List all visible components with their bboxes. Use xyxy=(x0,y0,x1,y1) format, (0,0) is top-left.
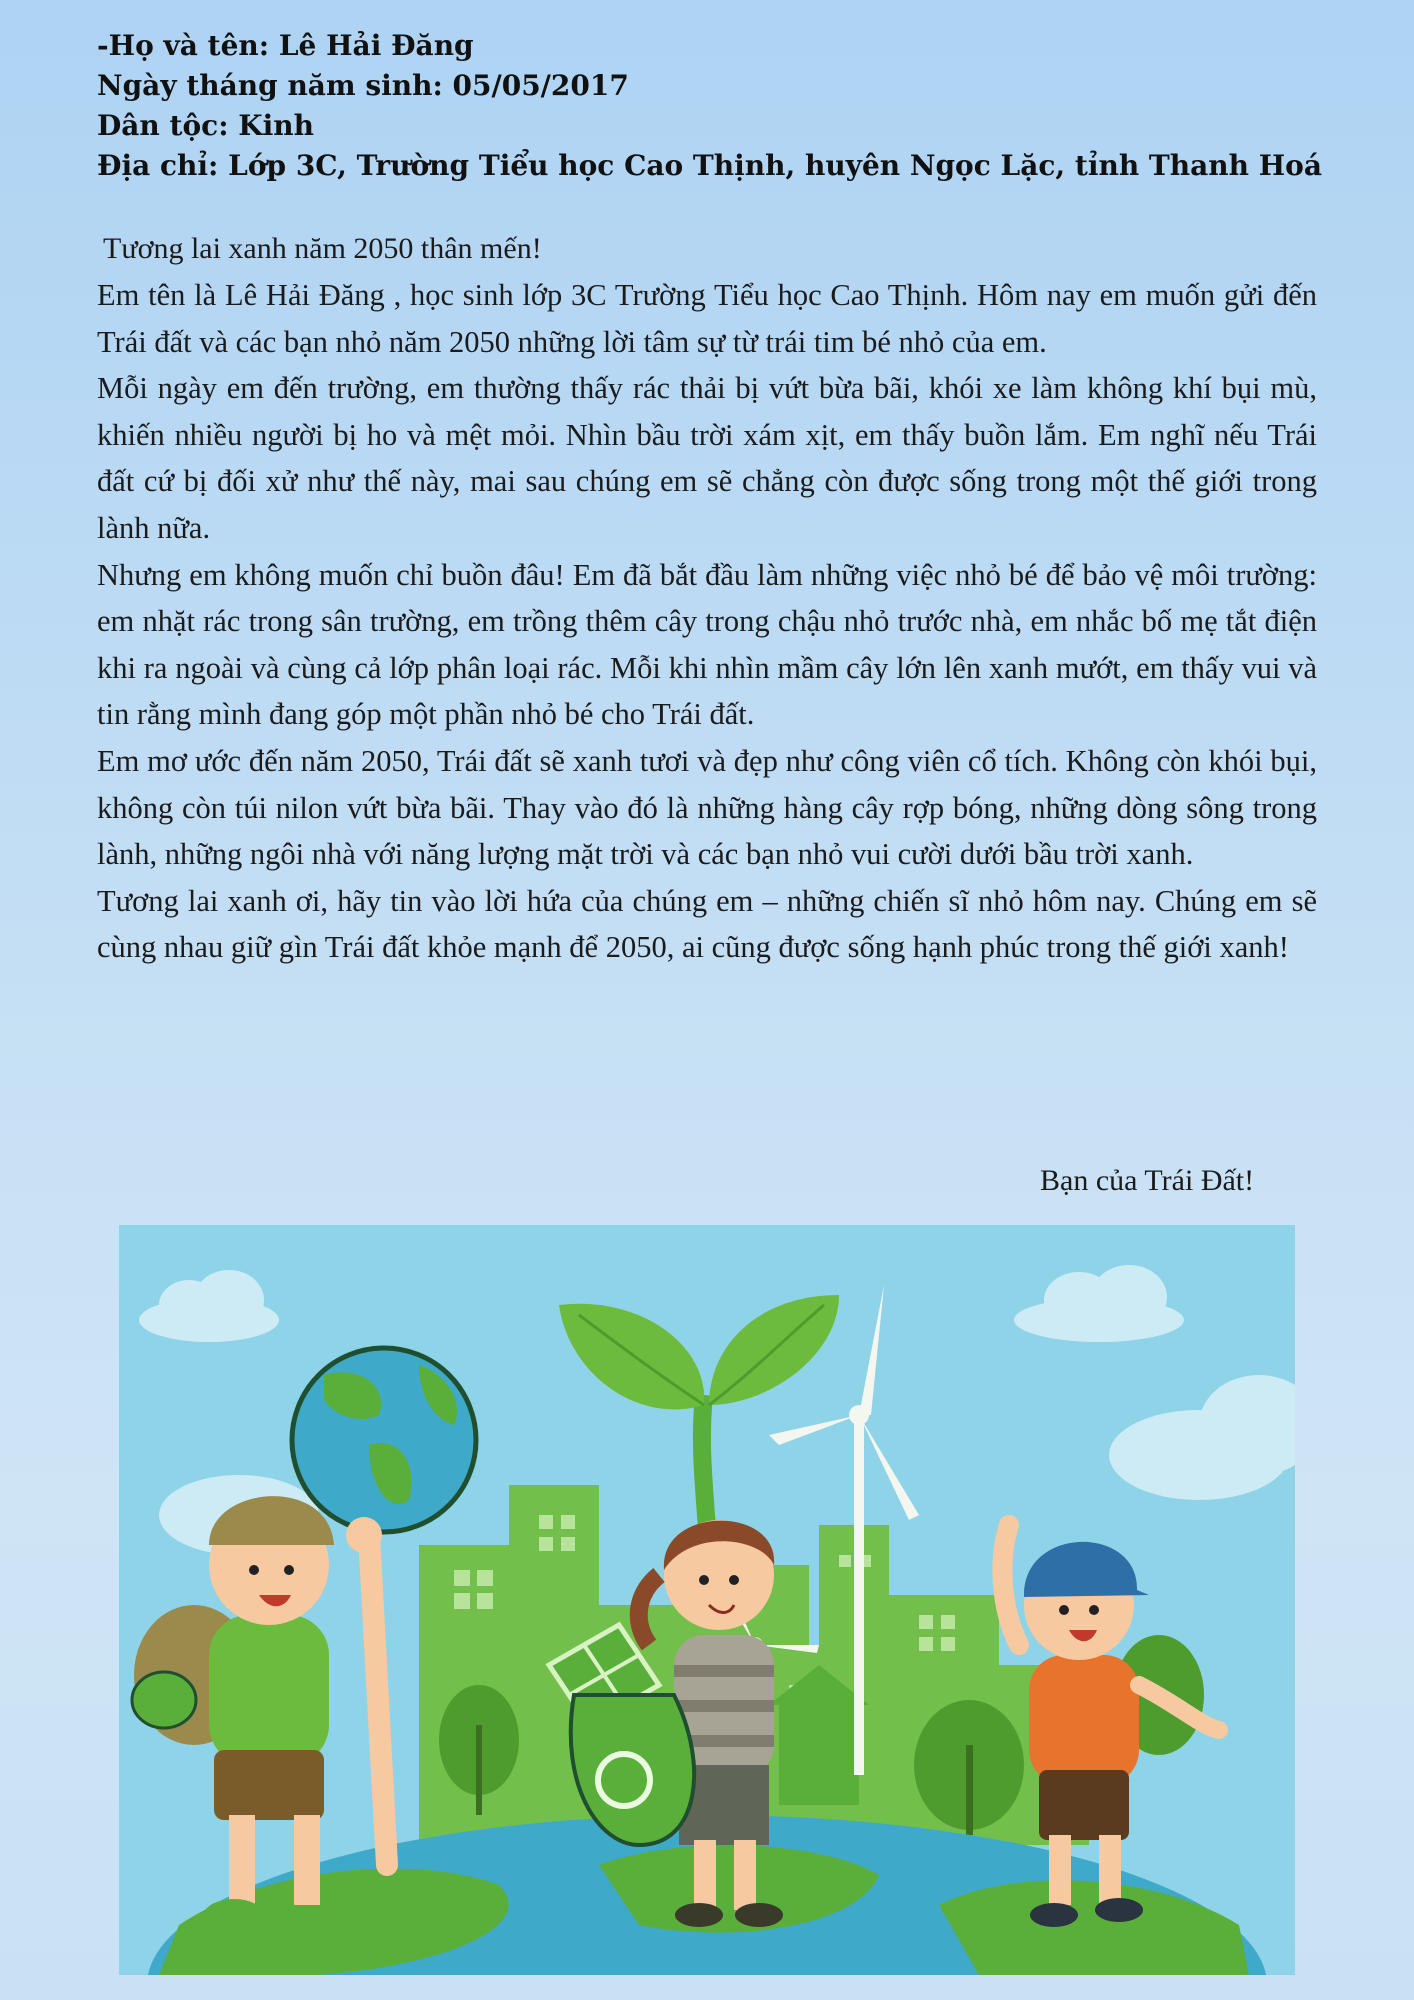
green-future-illustration xyxy=(119,1225,1295,1975)
letter-signoff: Bạn của Trái Đất! xyxy=(1040,1164,1255,1197)
letter-body xyxy=(97,226,1317,971)
letter-paragraph: Nhưng em không muốn chỉ buồn đâu! Em đã bắt đầu làm những việc nhỏ bé để bảo vệ môi trường: em nhặt rác trong sân trường, em trồng thêm cây trong chậu nhỏ trước nhà, em nhắc bố mẹ tắt điện khi ra ngoài và cùng cả lớp phân loại rác. Mỗi khi nhìn mầm cây lớn lên xanh mướt, em thấy vui và tin rằng mình đang góp một phần nhỏ bé cho Trái đất. xyxy=(97,557,1317,732)
dob-line: Ngày tháng năm sinh: 05/05/2017 xyxy=(97,69,629,102)
recycle-icon xyxy=(132,1672,196,1728)
letter-paragraph: Tương lai xanh ơi, hãy tin vào lời hứa của chúng em – những chiến sĩ nhỏ hôm nay. Chúng em sẽ cùng nhau giữ gìn Trái đất khỏe mạnh để 2050, ai cũng được sống hạnh phúc trong thế giới xanh! xyxy=(97,883,1317,965)
address-line: Địa chỉ: Lớp 3C, Trường Tiểu học Cao Thịnh, huyên Ngọc Lặc, tỉnh Thanh Hoá xyxy=(97,149,1322,182)
earth-globe-icon xyxy=(292,1348,476,1532)
letter-paragraph: Mỗi ngày em đến trường, em thường thấy rác thải bị vứt bừa bãi, khói xe làm không khí bụi mù, khiến nhiều người bị ho và mệt mỏi. Nhìn bầu trời xám xịt, em thấy buồn lắm. Em nghĩ nếu Trái đất cứ bị đối xử như thế này, mai sau chúng em sẽ chẳng còn được sống trong một thế giới trong lành nữa. xyxy=(97,371,1317,545)
illustration-scene xyxy=(119,1225,1295,1975)
letter-paragraph: Em mơ ước đến năm 2050, Trái đất sẽ xanh tươi và đẹp như công viên cổ tích. Không còn khói bụi, không còn túi nilon vứt bừa bãi. Thay vào đó là những hàng cây rợp bóng, những dòng sông trong lành, những ngôi nhà với năng lượng mặt trời và các bạn nhỏ vui cười dưới bầu trời xanh. xyxy=(97,743,1317,872)
name-line: -Họ và tên: Lê Hải Đăng xyxy=(97,29,474,62)
letter-greeting: Tương lai xanh năm 2050 thân mến! xyxy=(103,232,542,265)
ethnicity-line: Dân tộc: Kinh xyxy=(97,109,314,142)
student-info-header xyxy=(97,26,1337,186)
letter-paragraph: Em tên là Lê Hải Đăng , học sinh lớp 3C Trường Tiểu học Cao Thịnh. Hôm nay em muốn gửi đến Trái đất và các bạn nhỏ năm 2050 những lời tâm sự từ trái tim bé nhỏ của em. xyxy=(97,278,1317,359)
